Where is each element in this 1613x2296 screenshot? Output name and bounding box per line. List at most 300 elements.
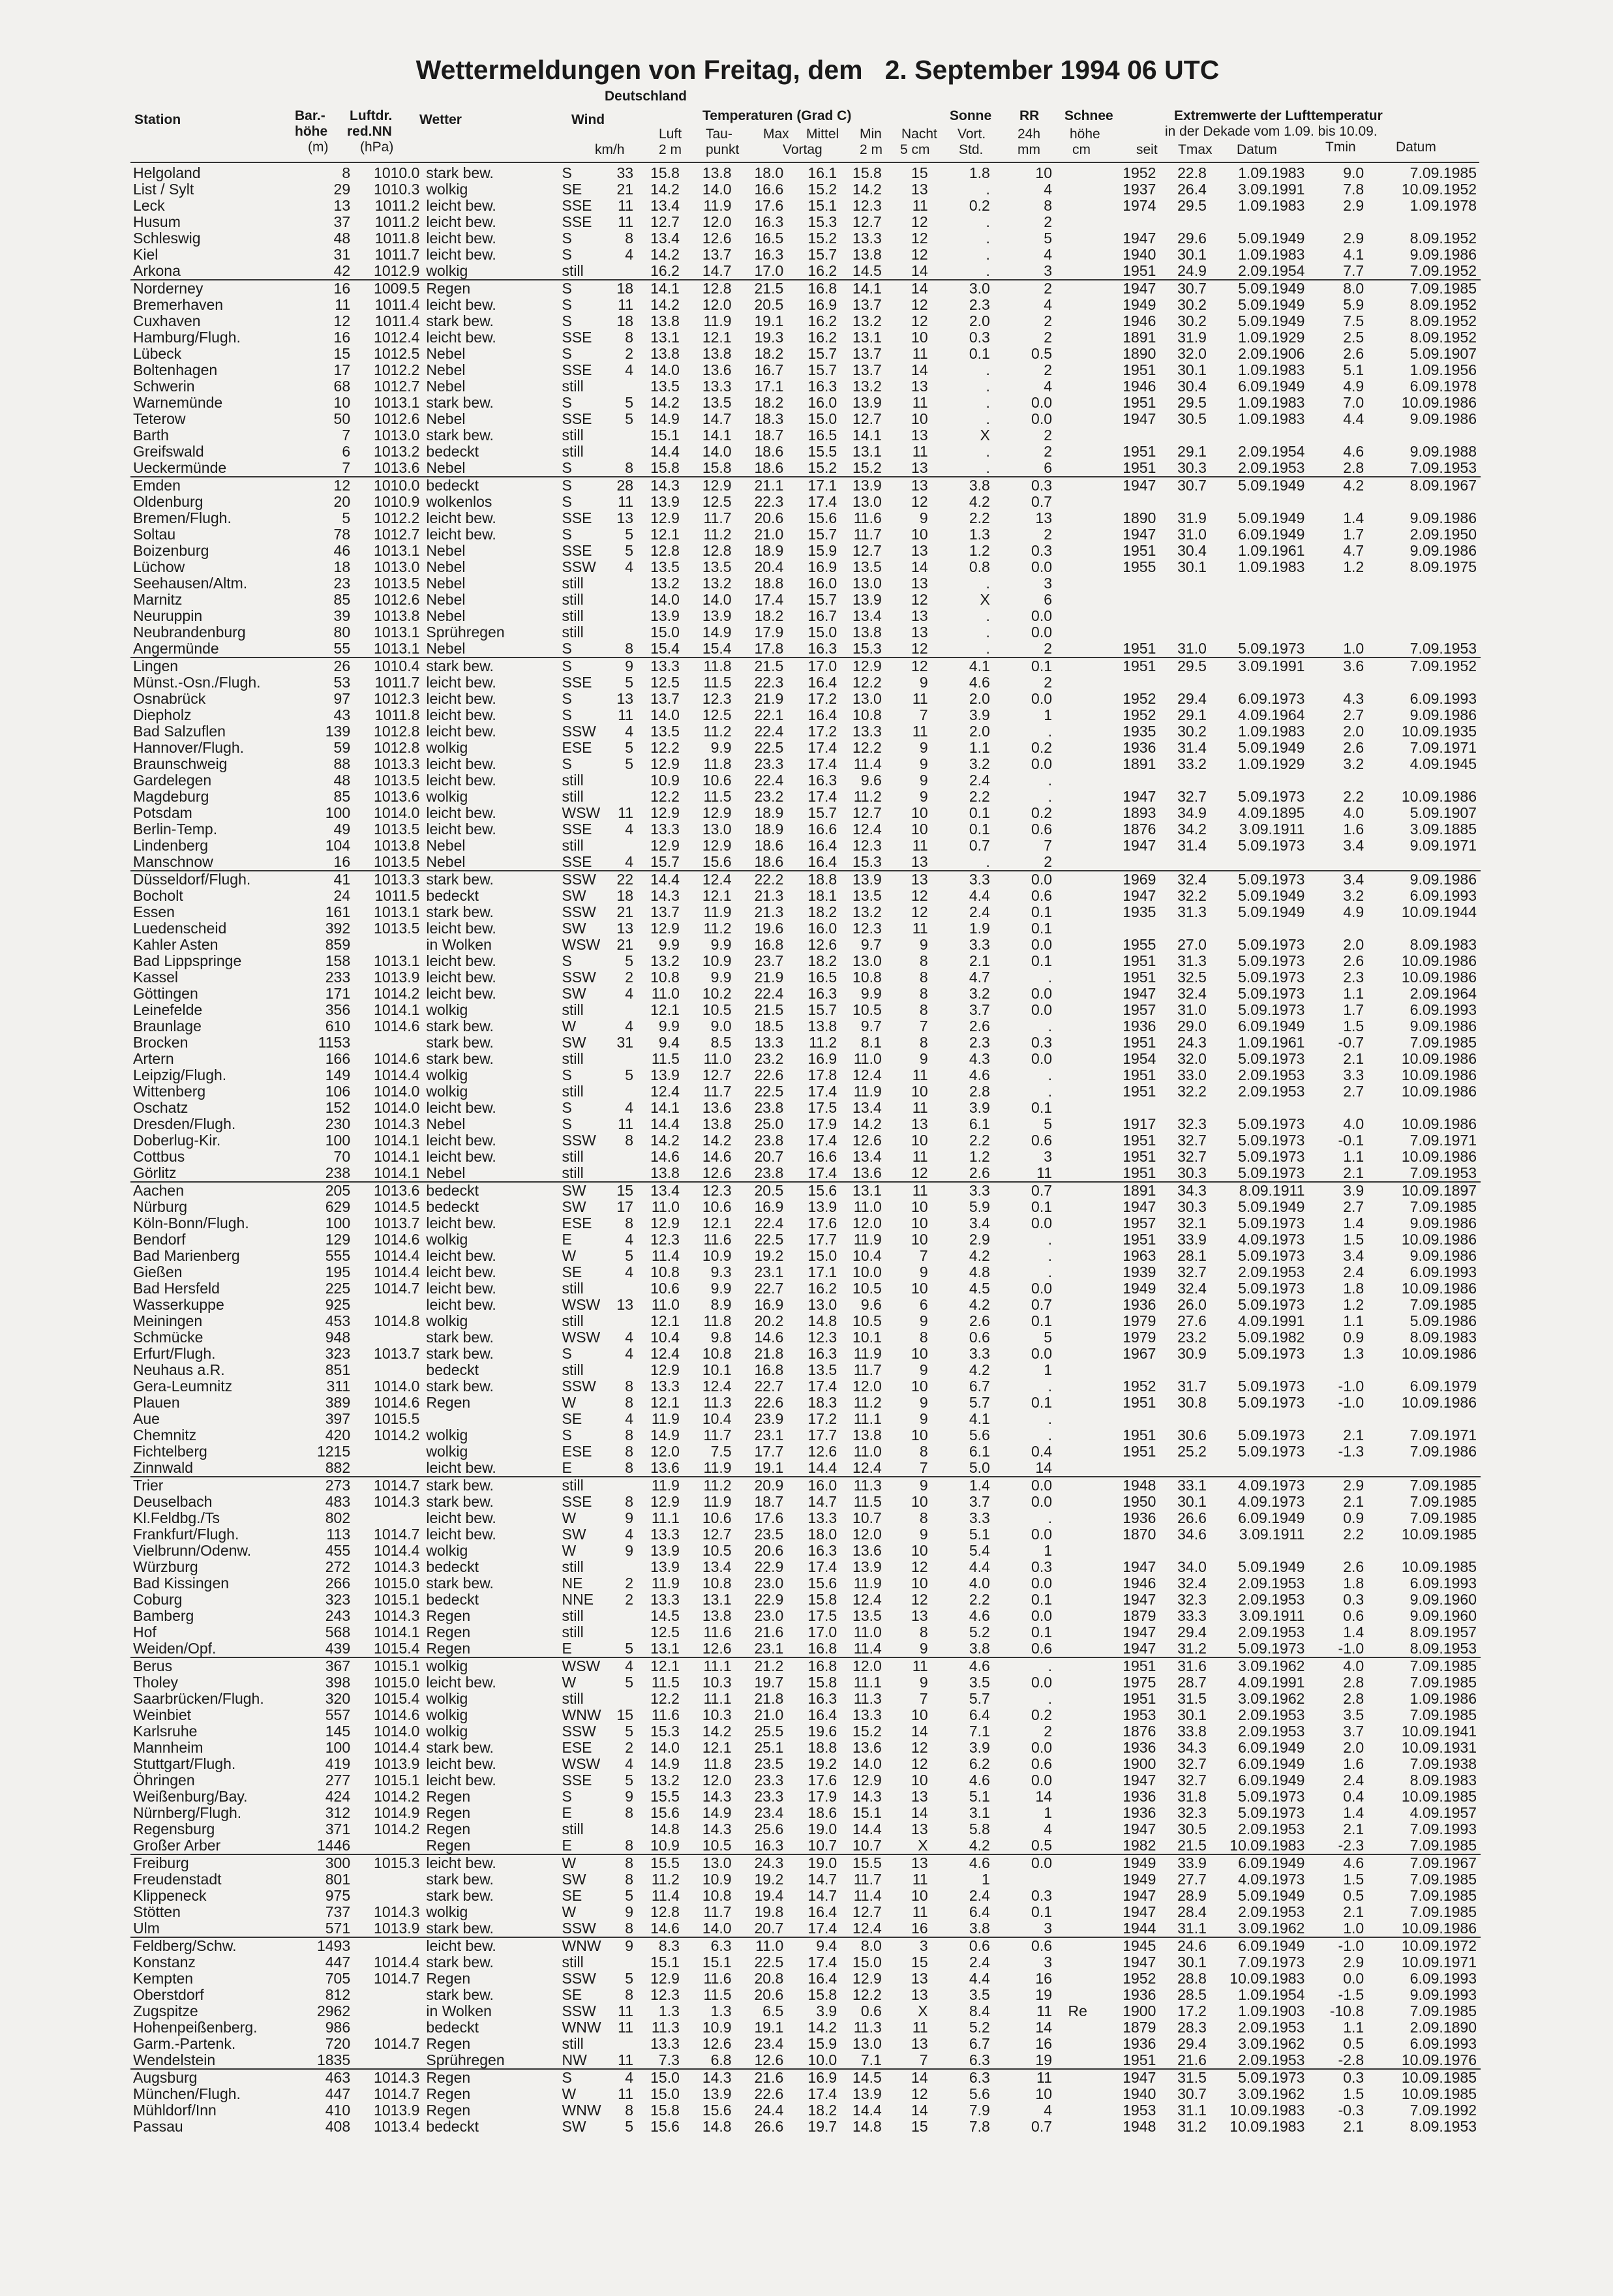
cell-wetter: Nebel — [426, 543, 466, 559]
cell-barhoehe: 356 — [325, 1002, 351, 1018]
cell-sonne: 3.0 — [932, 280, 994, 297]
cell-luftdruck: 1012.3 — [374, 691, 420, 707]
cell-seit: 1900 — [1123, 2003, 1156, 2019]
cell-tmin: 4.0 — [1343, 805, 1364, 821]
table-row — [130, 1740, 1481, 1756]
cell-luft-2m: 14.4 — [637, 871, 684, 888]
cell-luftdruck: 1014.7 — [354, 1477, 423, 1494]
cell-tmin: 1.1 — [1343, 986, 1364, 1002]
cell-wetter: wolkig — [426, 1313, 468, 1329]
cell-luftdruck: 1014.1 — [374, 1165, 420, 1181]
table-row — [130, 477, 1481, 494]
cell-wind-speed: 8 — [625, 1395, 634, 1411]
cell-max-vortag: 20.8 — [754, 1971, 784, 1987]
cell-luft-2m: 11.3 — [651, 2019, 680, 2036]
cell-tmin-datum: 7.09.1985 — [1409, 1888, 1477, 1904]
cell-tmax-datum: 2.09.1953 — [1238, 460, 1305, 476]
cell-schnee — [1056, 789, 1099, 805]
cell-wetter: wolkig — [426, 1691, 468, 1707]
cell-tmax-datum: 1.09.1983 — [1238, 247, 1305, 263]
header-nacht: Nacht — [901, 127, 937, 142]
cell-taupunkt: 11.2 — [703, 920, 732, 937]
cell-luft-2m: 14.9 — [650, 411, 680, 427]
cell-min-2m: 12.9 — [852, 1971, 882, 1987]
cell-luft-2m: 13.1 — [650, 329, 680, 346]
cell-mittel-vortag: 17.1 — [787, 477, 841, 494]
cell-luftdruck: 1013.5 — [374, 772, 420, 789]
cell-nacht-5cm: 12 — [886, 657, 932, 674]
cell-tmax-datum: 3.09.1911 — [1239, 1608, 1305, 1624]
cell-luft-2m: 13.2 — [650, 953, 680, 969]
cell-wetter: Nebel — [426, 641, 466, 657]
cell-rr-24h: 0.0 — [1031, 1002, 1053, 1018]
cell-mittel-vortag: 15.8 — [807, 1592, 837, 1608]
cell-taupunkt: 10.9 — [702, 1871, 732, 1888]
cell-luftdruck — [354, 2019, 423, 2036]
cell-barhoehe: 42 — [333, 263, 351, 279]
cell-wind-speed: 4 — [625, 1264, 634, 1280]
cell-rr-24h: 0.0 — [1031, 1772, 1053, 1789]
cell-min-2m: 12.9 — [852, 1772, 882, 1789]
cell-nacht-5cm: 9 — [919, 1674, 928, 1691]
table-row — [130, 904, 1481, 920]
table-row — [130, 1083, 1481, 1100]
cell-station: Schleswig — [133, 230, 201, 247]
cell-seit: 1944 — [1123, 1920, 1156, 1937]
cell-max-vortag: 23.5 — [754, 1756, 784, 1772]
cell-tmin: 2.0 — [1343, 937, 1364, 953]
cell-wind-speed: 11 — [618, 297, 634, 313]
cell-tmax-datum: 2.09.1953 — [1238, 1067, 1305, 1083]
cell-wind-dir: still — [562, 1821, 584, 1837]
cell-min-2m: 12.4 — [852, 1920, 882, 1937]
cell-luftdruck: 1014.4 — [374, 1543, 420, 1559]
cell-wetter: Nebel — [426, 1165, 466, 1181]
cell-max-vortag: 17.0 — [754, 263, 784, 279]
cell-tmax-datum: 5.09.1973 — [1238, 1002, 1305, 1018]
cell-luftdruck: 1014.0 — [374, 1100, 420, 1116]
cell-tmin-datum: 9.09.1960 — [1409, 1592, 1477, 1608]
cell-wetter: Nebel — [426, 346, 466, 362]
cell-sonne: 5.1 — [969, 1789, 990, 1805]
cell-schnee: Re — [1068, 2003, 1087, 2019]
cell-barhoehe: 277 — [325, 1772, 351, 1789]
cell-luft-2m: 10.9 — [650, 772, 680, 789]
cell-seit: 1935 — [1123, 723, 1156, 740]
cell-luft-2m: 11.1 — [651, 1510, 680, 1526]
cell-wetter: bedeckt — [426, 2019, 479, 2036]
cell-tmin: 2.7 — [1343, 1083, 1364, 1100]
cell-tmax: 27.0 — [1177, 937, 1207, 953]
cell-luftdruck — [354, 1443, 423, 1460]
cell-tmin — [1308, 1543, 1368, 1559]
cell-nacht-5cm: 10 — [911, 1083, 928, 1100]
cell-tmin-datum: 7.09.1971 — [1409, 740, 1477, 756]
table-row — [130, 772, 1481, 789]
cell-tmax: 31.2 — [1177, 2119, 1207, 2135]
table-row — [130, 1920, 1481, 1937]
cell-seit: 1951 — [1123, 1427, 1156, 1443]
cell-tmax-datum: 5.09.1973 — [1238, 641, 1305, 657]
cell-wind-speed — [605, 592, 637, 608]
cell-station: Garm.-Partenk. — [133, 2036, 236, 2052]
cell-tmax-datum — [1211, 575, 1309, 592]
title-date: 2. September 1994 06 UTC — [884, 55, 1220, 85]
cell-taupunkt: 11.5 — [703, 789, 732, 805]
cell-wind-speed: 21 — [616, 904, 634, 920]
cell-sonne: 5.7 — [969, 1691, 990, 1707]
cell-schnee — [1056, 871, 1099, 888]
cell-tmax-datum: 1.09.1983 — [1238, 395, 1305, 411]
cell-nacht-5cm: 13 — [911, 2036, 928, 2052]
cell-barhoehe: 23 — [333, 575, 351, 592]
cell-sonne: 4.4 — [969, 1559, 990, 1575]
cell-min-2m: 11.0 — [853, 1051, 882, 1067]
cell-sonne: 5.7 — [969, 1395, 990, 1411]
cell-rr-24h: 2 — [1044, 214, 1053, 230]
cell-max-vortag: 25.1 — [754, 1740, 784, 1756]
cell-luft-2m: 13.3 — [650, 1378, 680, 1395]
cell-wind-speed: 5 — [625, 1772, 634, 1789]
cell-wetter: leicht bew. — [426, 1100, 496, 1116]
cell-luft-2m: 13.3 — [650, 1526, 680, 1543]
table-row — [130, 1427, 1481, 1443]
cell-luftdruck: 1012.4 — [374, 329, 420, 346]
cell-tmin-datum — [1368, 592, 1481, 608]
cell-luft-2m: 12.9 — [650, 1362, 680, 1378]
cell-taupunkt: 12.5 — [702, 494, 732, 510]
cell-taupunkt: 8.9 — [710, 1297, 732, 1313]
cell-mittel-vortag: 17.7 — [807, 1427, 837, 1443]
cell-max-vortag: 18.9 — [754, 805, 784, 821]
cell-wind-dir: S — [562, 953, 572, 969]
cell-mittel-vortag: 18.2 — [807, 904, 837, 920]
cell-barhoehe: 49 — [333, 821, 351, 838]
cell-tmin-datum: 7.09.1953 — [1409, 641, 1477, 657]
cell-wind-speed: 13 — [616, 1297, 634, 1313]
cell-station: Mannheim — [133, 1740, 204, 1756]
cell-station: Hamburg/Flugh. — [133, 329, 241, 346]
cell-tmax: 21.5 — [1177, 1837, 1207, 1854]
cell-max-vortag: 17.6 — [754, 1510, 784, 1526]
cell-taupunkt: 11.7 — [703, 1904, 732, 1920]
cell-wind-dir: NW — [562, 2052, 587, 2068]
cell-tmin — [1308, 592, 1368, 608]
cell-nacht-5cm: 12 — [911, 230, 928, 247]
cell-nacht-5cm: 13 — [911, 1608, 928, 1624]
cell-schnee — [1056, 1002, 1099, 1018]
cell-luftdruck — [354, 2052, 423, 2069]
cell-sonne: 6.1 — [969, 1443, 990, 1460]
cell-tmin-datum: 10.09.1941 — [1401, 1723, 1477, 1740]
cell-tmax — [1160, 624, 1210, 641]
cell-station: Görlitz — [133, 1165, 177, 1181]
cell-wind-dir: WSW — [562, 1756, 601, 1772]
cell-taupunkt: 12.4 — [684, 871, 736, 888]
cell-station: Marnitz — [133, 592, 183, 608]
cell-sonne: . — [986, 460, 990, 476]
cell-wind-dir: SE — [562, 1411, 582, 1427]
cell-schnee — [1056, 707, 1099, 723]
table-row — [130, 1051, 1481, 1067]
cell-min-2m: 10.5 — [852, 1280, 882, 1297]
cell-tmin: 4.3 — [1343, 691, 1364, 707]
cell-tmin: 2.8 — [1343, 460, 1364, 476]
cell-station: Kiel — [133, 247, 158, 263]
cell-schnee — [1056, 1395, 1099, 1411]
cell-tmin: 2.4 — [1343, 1264, 1364, 1280]
cell-sonne: 1.2 — [969, 1149, 990, 1165]
cell-min-2m: 12.3 — [852, 920, 882, 937]
cell-sonne: . — [986, 247, 990, 263]
cell-wind-speed: 13 — [616, 920, 634, 937]
cell-schnee — [1056, 888, 1099, 904]
cell-sonne: 2.4 — [969, 1954, 990, 1971]
cell-luft-2m: 7.3 — [658, 2052, 680, 2068]
cell-luft-2m: 11.2 — [651, 1871, 680, 1888]
cell-wetter: stark bew. — [426, 313, 494, 329]
cell-seit: 1891 — [1099, 1182, 1160, 1199]
cell-nacht-5cm: 16 — [911, 1920, 928, 1937]
cell-station: Zugspitze — [133, 2003, 198, 2019]
cell-seit: 1951 — [1123, 1149, 1156, 1165]
cell-tmax: 26.6 — [1177, 1510, 1207, 1526]
cell-tmax-datum: 5.09.1973 — [1211, 871, 1309, 888]
cell-tmin-datum: 10.09.1986 — [1401, 1346, 1477, 1362]
cell-seit: 1951 — [1123, 1443, 1156, 1460]
cell-wetter — [423, 1411, 559, 1427]
table-row — [130, 920, 1481, 937]
cell-wind-dir: still — [562, 1691, 584, 1707]
cell-schnee — [1056, 1543, 1099, 1559]
cell-tmax: 33.9 — [1177, 1231, 1207, 1248]
cell-rr-24h: 0.0 — [1031, 1215, 1053, 1231]
cell-luft-2m: 9.4 — [658, 1035, 680, 1051]
cell-taupunkt: 13.2 — [702, 575, 732, 592]
cell-wind-dir: still — [562, 1954, 584, 1971]
cell-tmax-datum: 6.09.1949 — [1238, 1510, 1305, 1526]
cell-luftdruck: 1013.3 — [354, 871, 423, 888]
cell-schnee — [1056, 1264, 1099, 1280]
table-row — [130, 1657, 1481, 1674]
cell-schnee — [1056, 1231, 1099, 1248]
cell-schnee — [1056, 1510, 1099, 1526]
cell-max-vortag: 22.3 — [754, 494, 784, 510]
cell-min-2m: 10.1 — [852, 1329, 882, 1346]
cell-tmin: 1.2 — [1343, 1297, 1364, 1313]
cell-schnee — [1056, 657, 1099, 674]
cell-barhoehe: 323 — [325, 1346, 351, 1362]
cell-taupunkt: 8.5 — [710, 1035, 732, 1051]
cell-station: Nürnberg/Flugh. — [133, 1805, 242, 1821]
cell-nacht-5cm: 9 — [919, 1411, 928, 1427]
cell-wind-dir: S — [562, 313, 572, 329]
cell-wetter: Regen — [426, 1608, 471, 1624]
cell-tmin-datum: 10.09.1986 — [1401, 1395, 1477, 1411]
cell-tmin-datum: 9.09.1986 — [1409, 1018, 1477, 1035]
cell-wind-dir: SSW — [562, 1723, 596, 1740]
cell-wind-speed: 5 — [625, 1971, 634, 1987]
cell-schnee — [1056, 494, 1099, 510]
cell-tmax: 29.5 — [1177, 198, 1207, 214]
cell-tmin — [1308, 1411, 1368, 1427]
cell-nacht-5cm: 12 — [911, 904, 928, 920]
cell-luft-2m: 13.9 — [650, 608, 680, 624]
cell-wetter: leicht bew. — [426, 674, 496, 691]
table-row — [130, 165, 1481, 181]
cell-max-vortag: 26.6 — [754, 2119, 784, 2135]
cell-rr-24h: . — [1048, 1083, 1053, 1100]
cell-schnee — [1056, 1460, 1099, 1477]
cell-tmin — [1308, 1460, 1368, 1477]
cell-min-2m: 12.4 — [852, 1067, 882, 1083]
cell-tmax-datum: 1.09.1929 — [1238, 329, 1305, 346]
cell-sonne: 4.4 — [969, 888, 990, 904]
cell-mittel-vortag: 15.7 — [807, 592, 837, 608]
cell-wind-speed: 8 — [625, 2102, 634, 2119]
cell-seit: 1979 — [1123, 1313, 1156, 1329]
cell-seit: 1947 — [1123, 1624, 1156, 1640]
cell-min-2m: 14.1 — [841, 280, 886, 297]
cell-tmax-datum: 5.09.1973 — [1238, 1215, 1305, 1231]
cell-sonne: 0.8 — [969, 559, 990, 575]
table-row — [130, 1002, 1481, 1018]
cell-tmax: 27.6 — [1177, 1313, 1207, 1329]
cell-nacht-5cm: 9 — [919, 1313, 928, 1329]
table-row — [130, 543, 1481, 559]
cell-min-2m: 13.8 — [852, 1427, 882, 1443]
cell-wind-dir: still — [562, 1624, 584, 1640]
cell-schnee — [1056, 937, 1099, 953]
cell-nacht-5cm: 12 — [911, 297, 928, 313]
cell-sonne: 5.1 — [969, 1526, 990, 1543]
header-kmh: km/h — [595, 142, 625, 157]
cell-wind-speed: 5 — [625, 953, 634, 969]
cell-mittel-vortag: 17.4 — [807, 789, 837, 805]
cell-nacht-5cm: 13 — [911, 1789, 928, 1805]
cell-barhoehe: 859 — [325, 937, 351, 953]
cell-sonne: 3.4 — [969, 1215, 990, 1231]
cell-rr-24h: 4 — [1044, 2102, 1053, 2119]
cell-schnee — [1056, 1854, 1099, 1871]
cell-wind-dir: still — [562, 378, 584, 395]
cell-rr-24h: 2 — [1044, 1723, 1053, 1740]
cell-wetter: leicht bew. — [426, 526, 496, 543]
cell-luft-2m: 13.7 — [650, 904, 680, 920]
cell-max-vortag: 22.4 — [754, 723, 784, 740]
cell-wind-dir: WSW — [562, 1297, 601, 1313]
cell-wetter: Sprühregen — [426, 624, 505, 641]
table-row — [130, 1116, 1481, 1132]
header-rr-24h: 24h — [1018, 127, 1041, 142]
cell-tmin: 3.4 — [1308, 871, 1368, 888]
cell-nacht-5cm: 13 — [911, 460, 928, 476]
cell-max-vortag: 21.3 — [754, 888, 784, 904]
cell-tmax: 21.6 — [1177, 2052, 1207, 2068]
cell-station: Lingen — [130, 657, 301, 674]
cell-tmax: 32.3 — [1177, 1805, 1207, 1821]
cell-mittel-vortag: 16.0 — [807, 395, 837, 411]
cell-station: Gardelegen — [133, 772, 212, 789]
cell-luftdruck: 1014.4 — [374, 1740, 420, 1756]
cell-rr-24h: 2 — [1044, 313, 1053, 329]
cell-station: Fichtelberg — [133, 1443, 207, 1460]
cell-sonne: 4.2 — [969, 494, 990, 510]
cell-tmax-datum: 2.09.1953 — [1238, 1083, 1305, 1100]
cell-station: Berus — [130, 1657, 301, 1674]
cell-mittel-vortag: 16.8 — [787, 1657, 841, 1674]
cell-wind-speed: 11 — [618, 214, 634, 230]
cell-mittel-vortag: 19.7 — [807, 2119, 837, 2135]
cell-sonne: 4.6 — [969, 1772, 990, 1789]
cell-wind-dir: E — [562, 1640, 572, 1657]
cell-tmax: 30.1 — [1177, 1707, 1207, 1723]
cell-wind-speed: 4 — [605, 1657, 637, 1674]
cell-min-2m: 14.2 — [852, 181, 882, 198]
cell-taupunkt: 11.6 — [703, 1971, 732, 1987]
cell-luftdruck: 1014.3 — [374, 1559, 420, 1575]
cell-tmax: 26.4 — [1177, 181, 1207, 198]
cell-rr-24h: 0.1 — [1031, 920, 1053, 937]
cell-sonne: 3.2 — [969, 986, 990, 1002]
cell-tmin-datum: 9.09.1986 — [1409, 247, 1477, 263]
cell-wind-speed: 5 — [625, 1723, 634, 1740]
cell-sonne: 3.5 — [969, 1674, 990, 1691]
cell-tmin-datum: 10.09.1985 — [1401, 2086, 1477, 2102]
cell-luft-2m: 13.8 — [650, 1165, 680, 1181]
cell-nacht-5cm: 9 — [919, 510, 928, 526]
cell-min-2m: 11.4 — [853, 1888, 882, 1904]
cell-wind-dir: S — [562, 346, 572, 362]
cell-nacht-5cm: 10 — [911, 1707, 928, 1723]
cell-luftdruck: 1015.1 — [374, 1592, 420, 1608]
cell-tmin-datum: 6.09.1993 — [1409, 1002, 1477, 1018]
cell-min-2m: 12.3 — [852, 198, 882, 214]
cell-nacht-5cm: 10 — [911, 1199, 928, 1215]
cell-nacht-5cm: 13 — [911, 575, 928, 592]
cell-seit — [1099, 1411, 1160, 1427]
cell-min-2m: 10.7 — [852, 1837, 882, 1854]
cell-mittel-vortag: 17.8 — [807, 1067, 837, 1083]
cell-seit: 1952 — [1123, 691, 1156, 707]
cell-max-vortag: 14.6 — [754, 1329, 784, 1346]
cell-tmin-datum: 10.09.1986 — [1401, 953, 1477, 969]
table-row — [130, 1526, 1481, 1543]
cell-sonne: 3.1 — [969, 1805, 990, 1821]
cell-min-2m: 11.7 — [853, 1871, 882, 1888]
cell-tmax-datum — [1211, 214, 1309, 230]
cell-sonne: 3.9 — [969, 1100, 990, 1116]
table-row — [130, 411, 1481, 427]
cell-min-2m: 11.0 — [853, 1443, 882, 1460]
cell-max-vortag: 23.9 — [754, 1411, 784, 1427]
cell-min-2m: 12.7 — [852, 805, 882, 821]
cell-wind-dir: still — [562, 1608, 584, 1624]
cell-wind-speed — [605, 444, 637, 460]
cell-luft-2m: 13.2 — [650, 1772, 680, 1789]
cell-barhoehe: 12 — [301, 477, 354, 494]
cell-sonne: 5.9 — [969, 1199, 990, 1215]
cell-tmin-datum: 8.09.1952 — [1409, 313, 1477, 329]
cell-tmin: 2.5 — [1343, 329, 1364, 346]
cell-tmax: 30.5 — [1177, 411, 1207, 427]
cell-mittel-vortag: 19.0 — [807, 1821, 837, 1837]
cell-max-vortag: 21.5 — [736, 657, 788, 674]
cell-rr-24h: 14 — [1035, 1460, 1053, 1476]
cell-tmax — [1160, 494, 1210, 510]
cell-tmin: 2.0 — [1343, 1740, 1364, 1756]
cell-wetter: bedeckt — [426, 1559, 479, 1575]
